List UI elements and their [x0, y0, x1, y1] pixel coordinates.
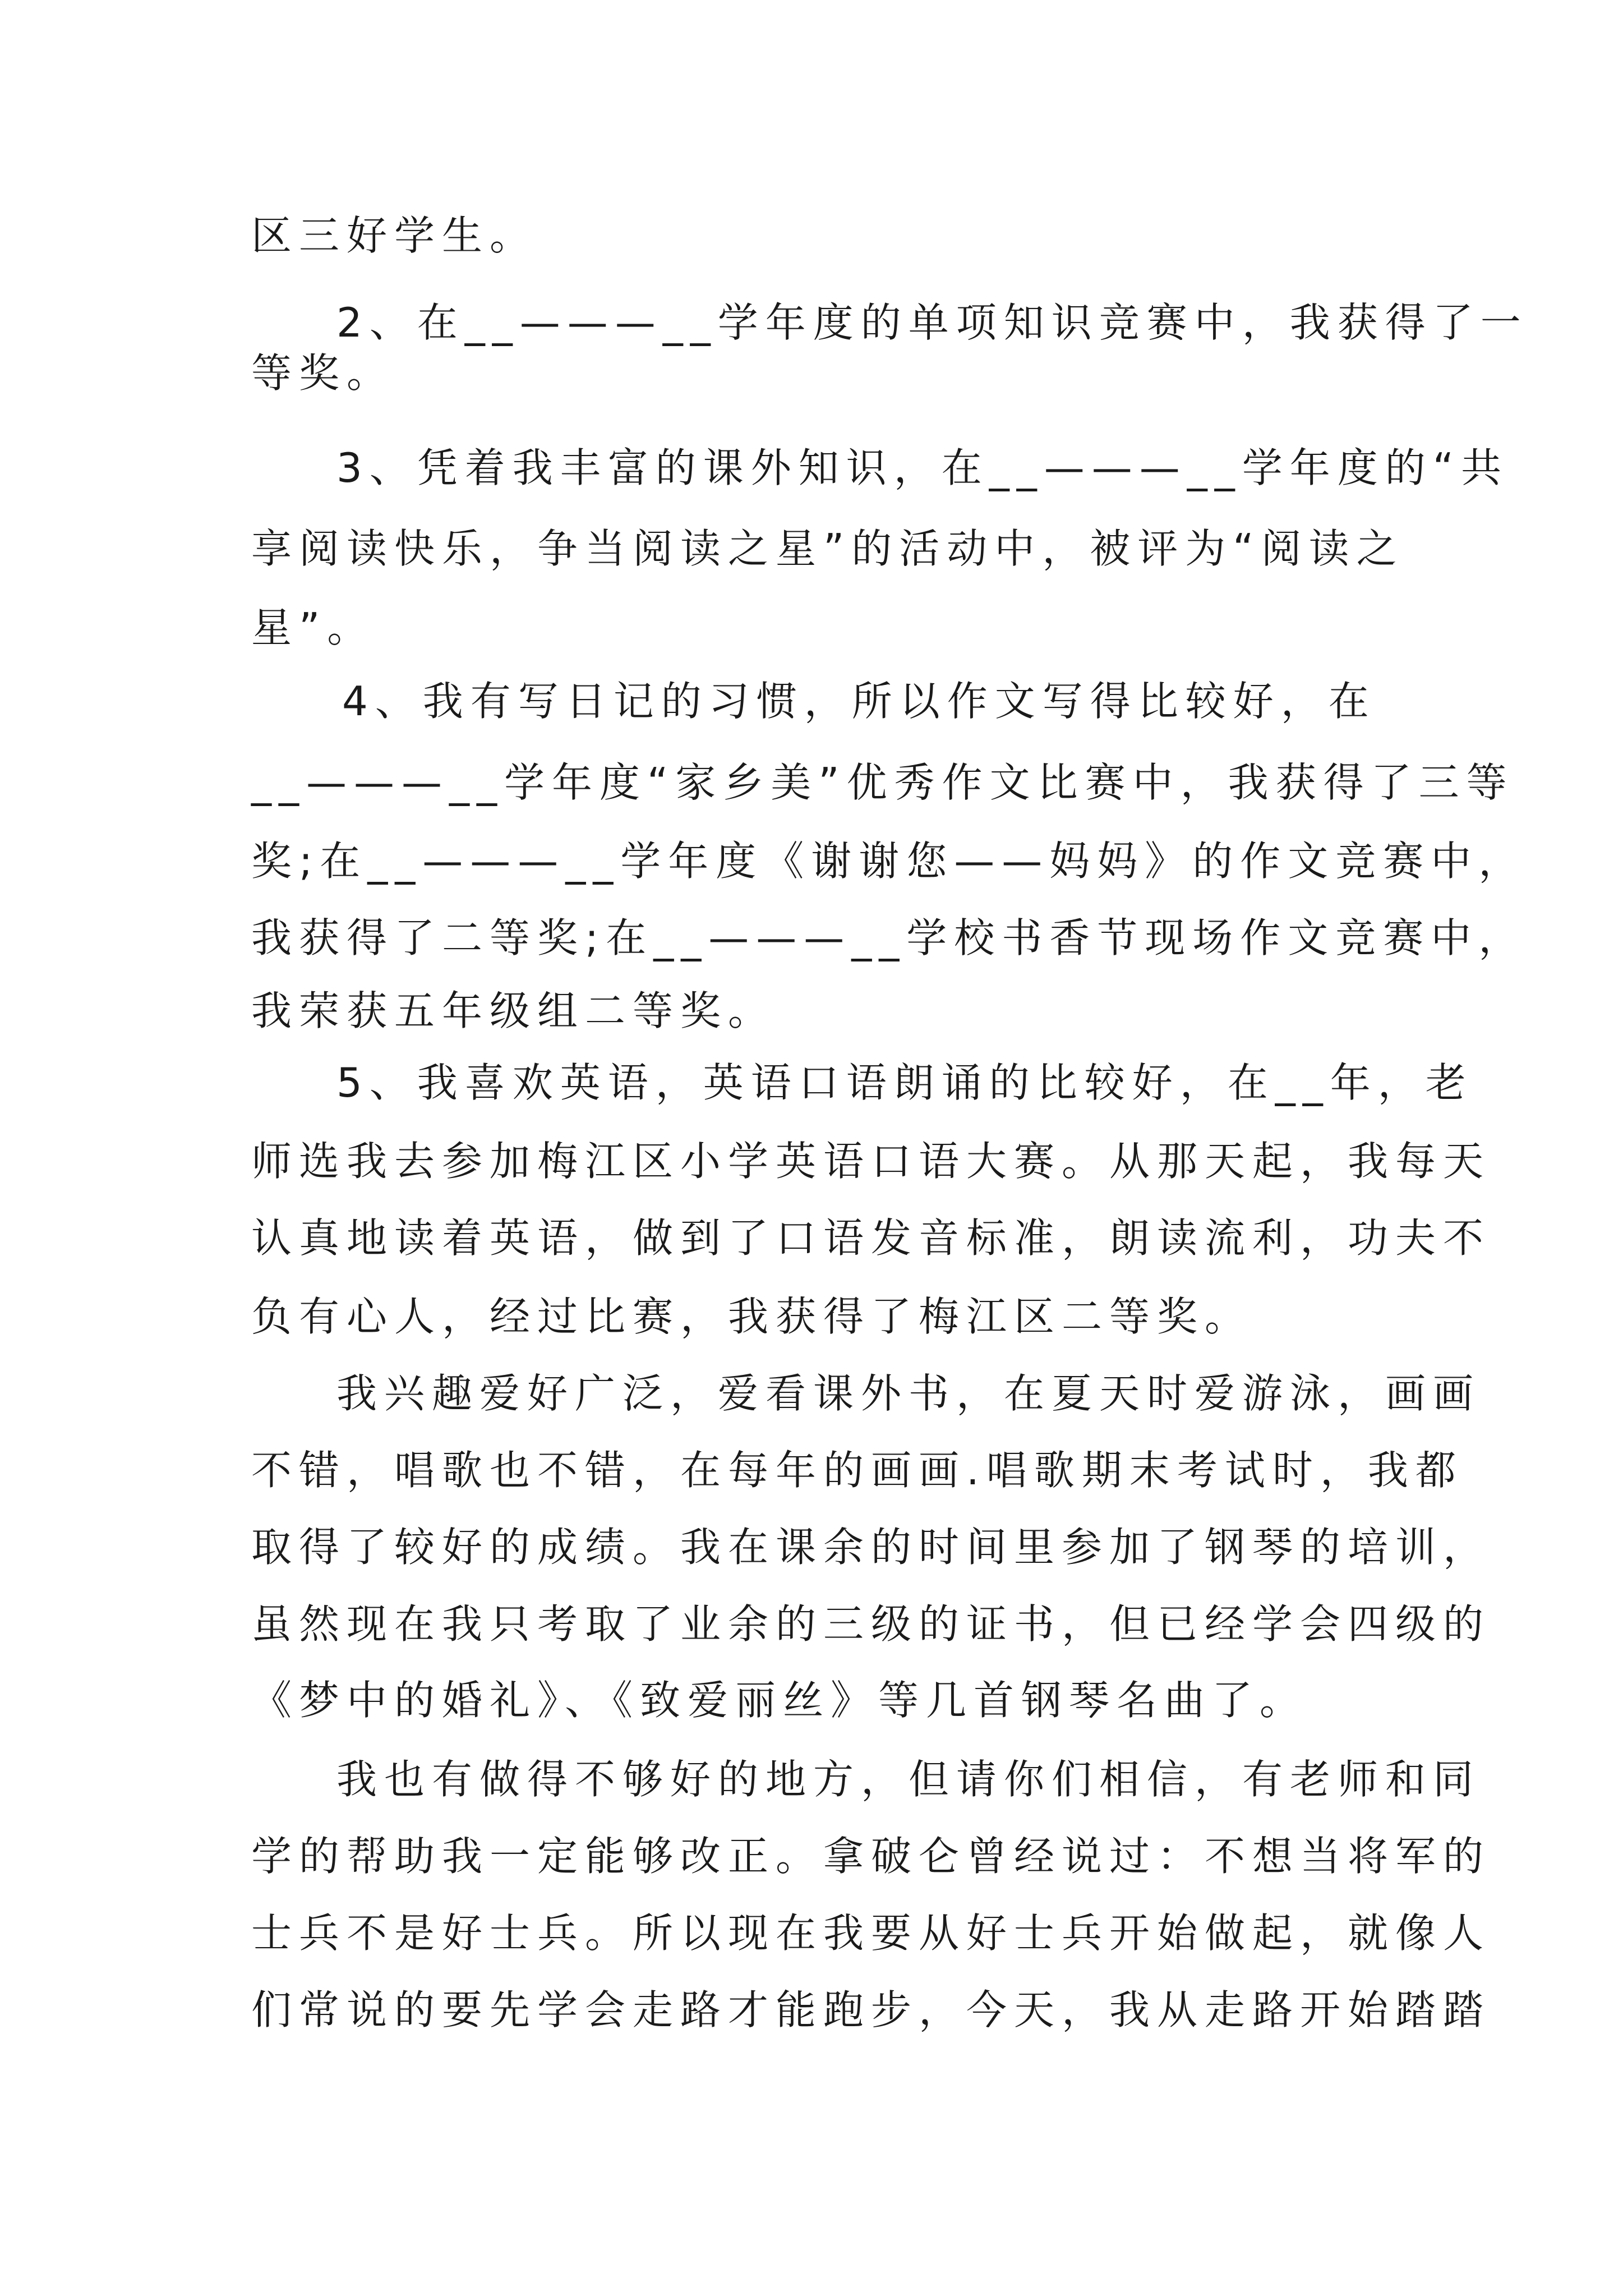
text-line: 奖;在__———__学年度《谢谢您——妈妈》的作文竞赛中， — [251, 838, 1527, 885]
text-line: 2、在__———__学年度的单项知识竞赛中，我获得了一 — [336, 299, 1528, 346]
text-line: __———__学年度“家乡美”优秀作文比赛中，我获得了三等 — [251, 759, 1514, 806]
text-line: 4、我有写日记的习惯，所以作文写得比较好，在 — [342, 678, 1376, 725]
text-line: 我兴趣爱好广泛，爱看课外书，在夏天时爱游泳，画画 — [336, 1370, 1481, 1417]
text-line: 取得了较好的成绩。我在课余的时间里参加了钢琴的培训， — [251, 1524, 1491, 1571]
text-line: 3、凭着我丰富的课外知识，在__———__学年度的“共 — [336, 444, 1509, 491]
text-line: 认真地读着英语，做到了口语发音标准，朗读流利，功夫不 — [251, 1214, 1491, 1262]
text-line: 享阅读快乐，争当阅读之星”的活动中，被评为“阅读之 — [251, 525, 1404, 572]
text-line: 我获得了二等奖;在__———__学校书香节现场作文竞赛中， — [251, 914, 1527, 961]
text-line: 区三好学生。 — [251, 212, 538, 259]
text-line: 《梦中的婚礼》、《致爱丽丝》等几首钢琴名曲了。 — [251, 1677, 1308, 1724]
text-line: 不错，唱歌也不错，在每年的画画.唱歌期末考试时，我都 — [251, 1447, 1463, 1494]
text-line: 师选我去参加梅江区小学英语口语大赛。从那天起，我每天 — [251, 1138, 1491, 1185]
text-line: 士兵不是好士兵。所以现在我要从好士兵开始做起，就像人 — [251, 1910, 1491, 1957]
text-line: 等奖。 — [251, 349, 395, 397]
text-line: 虽然现在我只考取了业余的三级的证书，但已经学会四级的 — [251, 1600, 1491, 1648]
text-line: 我也有做得不够好的地方，但请你们相信，有老师和同 — [336, 1756, 1481, 1803]
text-line: 们常说的要先学会走路才能跑步，今天，我从走路开始踏踏 — [251, 1986, 1491, 2033]
text-line: 5、我喜欢英语，英语口语朗诵的比较好，在__年，老 — [336, 1059, 1473, 1106]
text-line: 负有心人，经过比赛，我获得了梅江区二等奖。 — [251, 1293, 1253, 1340]
text-line: 星”。 — [251, 604, 375, 651]
text-line: 学的帮助我一定能够改正。拿破仑曾经说过：不想当将军的 — [251, 1833, 1491, 1880]
text-line: 我荣获五年级组二等奖。 — [251, 987, 776, 1034]
